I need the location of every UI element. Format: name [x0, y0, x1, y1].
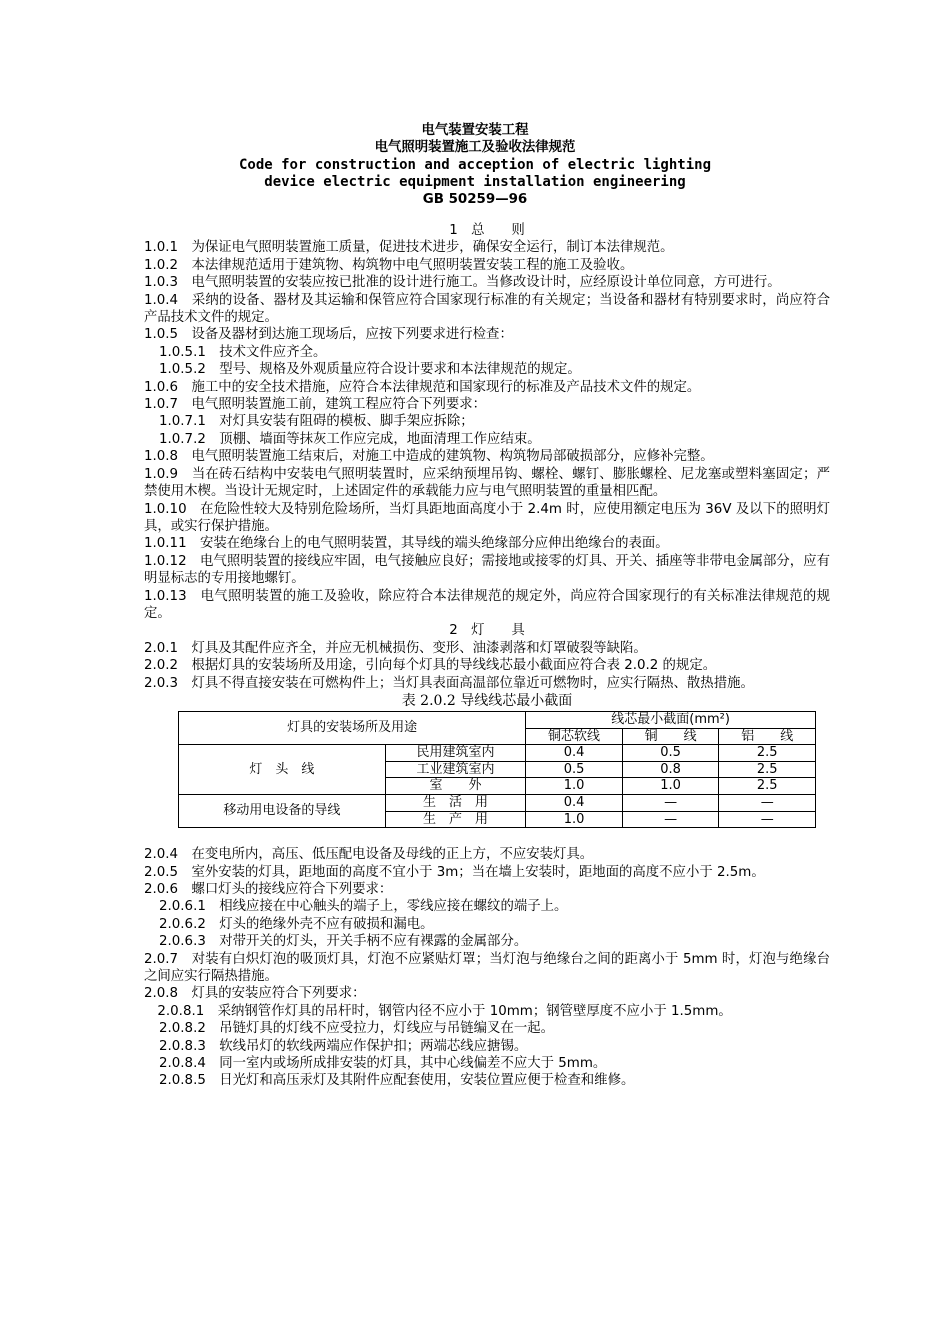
- title-en-line1: Code for construction and acception of electric lighting: [238, 156, 711, 173]
- cell-place: 民用建筑室内: [385, 745, 526, 762]
- title-en-line2: device electric equipment installation engineering: [264, 173, 686, 190]
- clause-paragraph: 2.0.7 对装有白炽灯泡的吸顶灯具，灯泡不应紧贴灯罩；当灯泡与绝缘台之间的距离小于 5mm 时，灯泡与绝缘台之间应实行隔热措施。: [144, 951, 830, 984]
- header-copper: 铜 线: [622, 728, 719, 745]
- clause-paragraph: 1.0.7 电气照明装置施工前，建筑工程应符合下列要求：: [144, 397, 487, 413]
- table-caption: 表 2.0.2 导线线芯最小截面: [401, 692, 573, 709]
- section-1: [144, 222, 830, 622]
- clause-paragraph: 2.0.4 在变电所内，高压、低压配电设备及母线的正上方，不应安装灯具。: [144, 847, 594, 863]
- clause-paragraph: 1.0.9 当在砖石结构中安装电气照明装置时，应采纳预埋吊钩、螺栓、螺钉、膨胀螺栓、尼龙塞或塑料塞固定；严禁使用木楔。当设计无规定时，上述固定件的承载能力应与电气照明装置的重量相匹配。: [144, 466, 830, 500]
- cell-value: 0.5: [622, 745, 719, 762]
- title-cn-sub: 电气照明装置施工及验收法律规范: [374, 140, 576, 156]
- cell-place: 室 外: [385, 778, 526, 795]
- clause-paragraph: 1.0.4 采纳的设备、器材及其运输和保管应符合国家现行标准的有关规定；当设备和器材有特别要求时，尚应符合产品技术文件的规定。: [144, 292, 830, 326]
- clause-paragraph: 2.0.8.3 软线吊灯的软线两端应作保护扣；两端芯线应搪锡。: [159, 1038, 528, 1054]
- cell-value: 0.8: [622, 761, 719, 778]
- cell-place: 生 产 用: [385, 811, 526, 828]
- clause-paragraph: 1.0.8 电气照明装置施工结束后，对施工中造成的建筑物、构筑物局部破损部分，应修补完整。: [144, 449, 714, 465]
- clause-paragraph: 2.0.3 灯具不得直接安装在可燃构件上；当灯具表面高温部位靠近可燃物时，应实行隔热、散热措施。: [144, 675, 754, 691]
- clause-paragraph: 1.0.6 施工中的安全技术措施，应符合本法律规范和国家现行的标准及产品技术文件的规定。: [144, 379, 701, 395]
- group-mobile-equipment-wire: 移动用电设备的导线: [179, 794, 386, 827]
- cell-value: 2.5: [719, 778, 816, 795]
- clause-paragraph: 2.0.8.1 采纳钢管作灯具的吊杆时，钢管内径不应小于 10mm；钢管壁厚度不应小于 1.5mm。: [144, 1003, 732, 1019]
- cell-value: 0.4: [526, 794, 623, 811]
- cell-value: —: [622, 811, 719, 828]
- cell-value: 2.5: [719, 745, 816, 762]
- header-aluminum: 铝 线: [719, 728, 816, 745]
- clause-paragraph: 1.0.11 安装在绝缘台上的电气照明装置，其导线的端头绝缘部分应伸出绝缘台的表面。: [144, 536, 669, 552]
- wire-section-table: [178, 711, 816, 828]
- cell-value: 1.0: [526, 811, 623, 828]
- section-paragraphs: [144, 239, 830, 622]
- clause-paragraph: 2.0.8.5 日光灯和高压汞灯及其附件应配套使用，安装位置应便于检查和维修。: [159, 1073, 635, 1089]
- section-heading: 2 灯 具: [449, 623, 525, 639]
- clause-paragraph: 1.0.5 设备及器材到达施工现场后，应按下列要求进行检查：: [144, 327, 513, 343]
- clause-paragraph: 2.0.5 室外安装的灯具，距地面的高度不宜小于 3m；当在墙上安装时，距地面的高度不应小于 2.5m。: [144, 864, 765, 880]
- clause-paragraph: 2.0.6 螺口灯头的接线应符合下列要求：: [144, 881, 393, 897]
- clause-paragraph: 1.0.7.1 对灯具安装有阻碍的模板、脚手架应拆除；: [159, 414, 474, 430]
- clause-paragraph: 1.0.2 本法律规范适用于建筑物、构筑物中电气照明装置安装工程的施工及验收。: [144, 257, 634, 273]
- cell-value: 1.0: [526, 778, 623, 795]
- table-row: [179, 794, 816, 811]
- group-lamp-head-wire: 灯 头 线: [179, 745, 386, 795]
- section-2-continued: [144, 846, 830, 1090]
- cell-value: 1.0: [622, 778, 719, 795]
- spacer: [144, 828, 830, 846]
- cell-value: 2.5: [719, 761, 816, 778]
- cell-value: —: [719, 811, 816, 828]
- clause-paragraph: 1.0.5.2 型号、规格及外观质量应符合设计要求和本法律规范的规定。: [159, 362, 581, 378]
- clause-paragraph: 2.0.8.2 吊链灯具的灯线不应受拉力，灯线应与吊链编叉在一起。: [159, 1021, 555, 1037]
- section-heading: 1 总 则: [449, 223, 525, 238]
- document-body: [144, 222, 830, 1090]
- table-header-row: [179, 711, 816, 728]
- header-usage: 灯具的安装场所及用途: [179, 711, 526, 744]
- document-header: [0, 122, 950, 208]
- clause-paragraph: 1.0.10 在危险性较大及特别危险场所，当灯具距地面高度小于 2.4m 时，应使用额定电压为 36V 及以下的照明灯具，或实行保护措施。: [144, 501, 830, 534]
- clause-paragraph: 1.0.3 电气照明装置的安装应按已批准的设计进行施工。当修改设计时，应经原设计单位同意，方可进行。: [144, 275, 781, 291]
- cell-value: —: [622, 794, 719, 811]
- clause-paragraph: 2.0.6.3 对带开关的灯头，开关手柄不应有裸露的金属部分。: [159, 934, 528, 950]
- cell-value: —: [719, 794, 816, 811]
- section-2: [144, 622, 830, 692]
- clause-paragraph: 2.0.6.2 灯头的绝缘外壳不应有破损和漏电。: [159, 916, 434, 932]
- clause-paragraph: 2.0.8.4 同一室内或场所成排安装的灯具，其中心线偏差不应大于 5mm。: [159, 1056, 607, 1071]
- clause-paragraph: 2.0.2 根据灯具的安装场所及用途，引向每个灯具的导线线芯最小截面应符合表 2.0.2 的规定。: [144, 658, 717, 674]
- clause-paragraph: 2.0.1 灯具及其配件应齐全，并应无机械损伤、变形、油漆剥落和灯罩破裂等缺陷。: [144, 640, 647, 656]
- clause-paragraph: 1.0.7.2 顶棚、墙面等抹灰工作应完成，地面清理工作应结束。: [159, 431, 541, 447]
- cell-place: 工业建筑室内: [385, 761, 526, 778]
- clause-paragraph: 1.0.5.1 技术文件应齐全。: [159, 344, 327, 360]
- table-row: [179, 745, 816, 762]
- cell-value: 0.4: [526, 745, 623, 762]
- header-min-section: 线芯最小截面(mm²): [526, 711, 816, 728]
- clause-paragraph: 1.0.12 电气照明装置的接线应牢固，电气接触应良好；需接地或接零的灯具、开关、插座等非带电金属部分，应有明显标志的专用接地螺钉。: [144, 553, 830, 587]
- clause-paragraph: 1.0.1 为保证电气照明装置施工质量，促进技术进步，确保安全运行，制订本法律规范。: [144, 240, 674, 256]
- standard-code: GB 50259—96: [422, 192, 528, 208]
- section-paragraphs: [144, 640, 830, 692]
- header-copper-flex: 铜芯软线: [526, 728, 623, 745]
- title-cn-main: 电气装置安装工程: [421, 123, 529, 138]
- clause-paragraph: 2.0.6.1 相线应接在中心触头的端子上，零线应接在螺纹的端子上。: [159, 899, 568, 915]
- cell-place: 生 活 用: [385, 794, 526, 811]
- clause-paragraph: 2.0.8 灯具的安装应符合下列要求：: [144, 986, 366, 1002]
- clause-paragraph: 1.0.13 电气照明装置的施工及验收，除应符合本法律规范的规定外，尚应符合国家现行的有关标准法律规范的规定。: [144, 588, 830, 621]
- cell-value: 0.5: [526, 761, 623, 778]
